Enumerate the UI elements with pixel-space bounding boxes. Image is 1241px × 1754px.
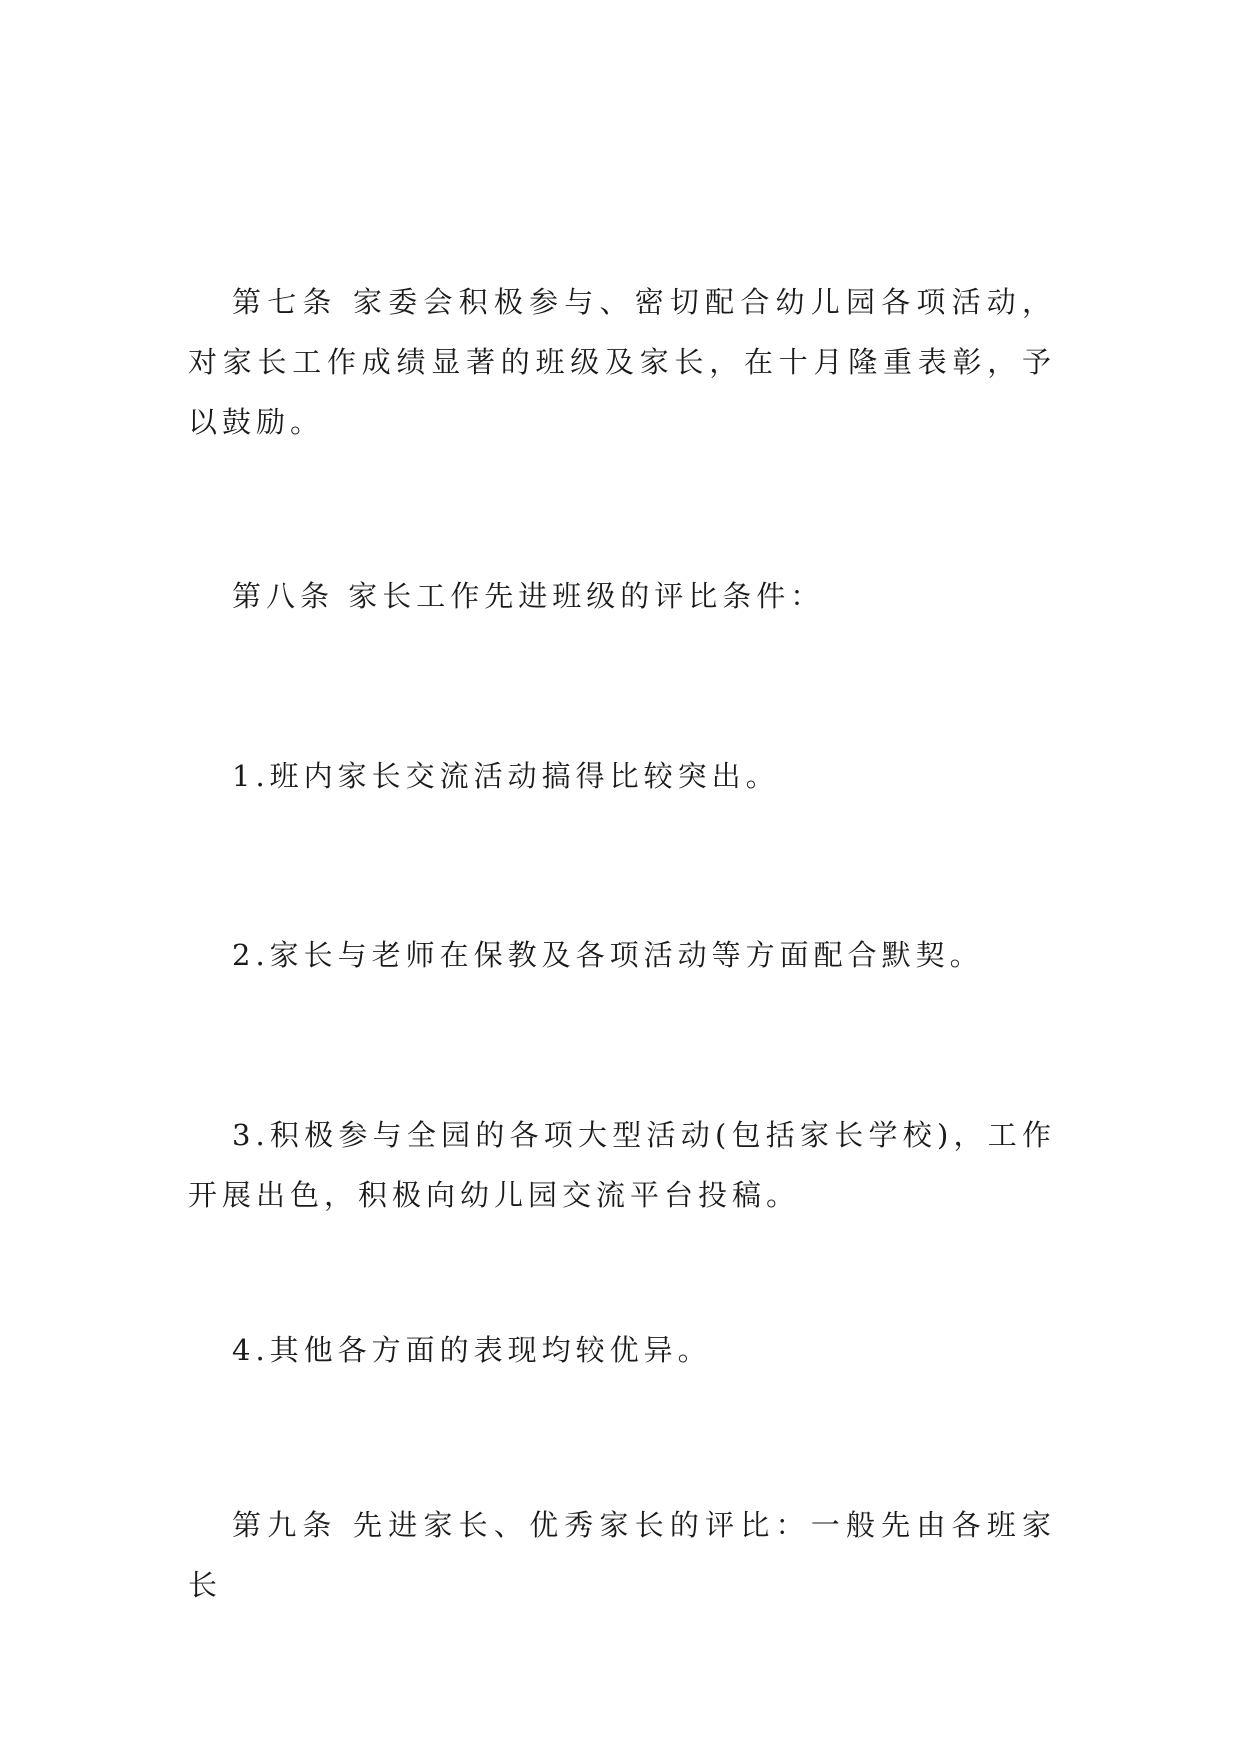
criterion-4-paragraph: 4.其他各方面的表现均较优异。 (232, 1333, 712, 1367)
criterion-3-paragraph: 3.积极参与全园的各项大型活动(包括家长学校)，工作开展出色，积极向幼儿园交流平台投稿。 (188, 1118, 1056, 1212)
article-9-paragraph: 第九条 先进家长、优秀家长的评比：一般先由各班家长 (188, 1508, 1056, 1602)
article-7-paragraph: 第七条 家委会积极参与、密切配合幼儿园各项活动，对家长工作成绩显著的班级及家长，在十月隆重表彰，予以鼓励。 (188, 285, 1056, 439)
article-8-paragraph: 第八条 家长工作先进班级的评比条件： (232, 579, 825, 613)
criterion-2-paragraph: 2.家长与老师在保教及各项活动等方面配合默契。 (232, 938, 984, 972)
criterion-1-paragraph: 1.班内家长交流活动搞得比较突出。 (232, 759, 780, 793)
